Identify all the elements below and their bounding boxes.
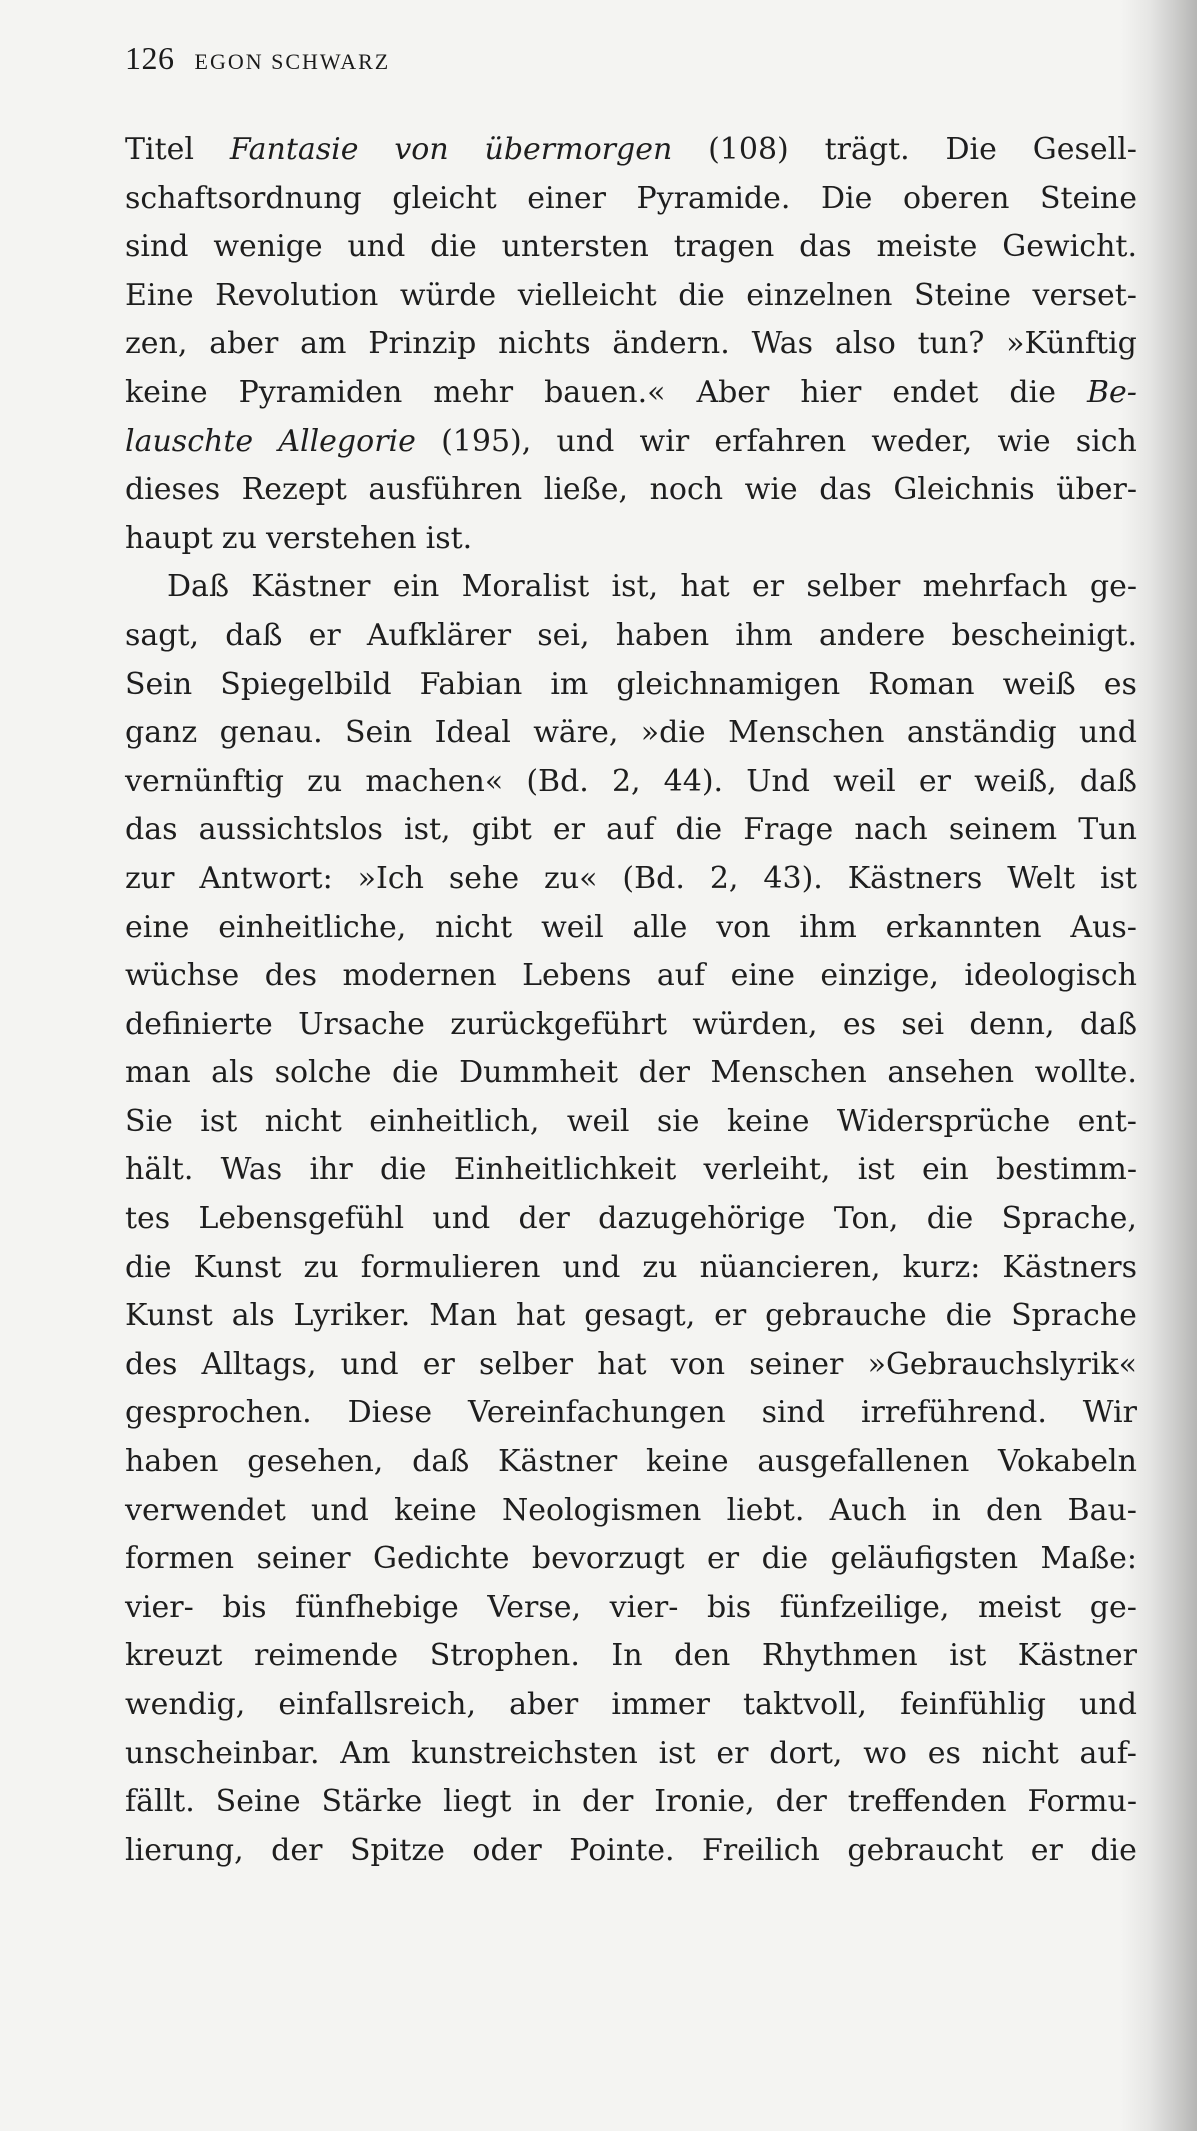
text-line: Sein Spiegelbild Fabian im gleichnamigen Roman weiß es: [125, 666, 1137, 702]
running-head-author: EGON SCHWARZ: [194, 49, 391, 74]
text-line: kreuzt reimende Strophen. In den Rhythmen ist Kästner: [125, 1638, 1137, 1674]
text-line: vernünftig zu machen« (Bd. 2, 44). Und weil er weiß, daß: [125, 763, 1137, 799]
text-line: verwendet und keine Neologismen liebt. Auch in den Bau-: [125, 1492, 1137, 1528]
text-line: Titel Fantasie von übermorgen (108) trägt. Die Gesell-: [125, 132, 1137, 167]
text-line: Eine Revolution würde vielleicht die einzelnen Steine verset-: [125, 277, 1137, 313]
text-line: wüchse des modernen Lebens auf eine einzige, ideologisch: [125, 958, 1137, 994]
text-line: wendig, einfallsreich, aber immer taktvoll, feinfühlig und: [125, 1687, 1137, 1722]
text-line: definierte Ursache zurückgeführt würden, es sei denn, daß: [125, 1006, 1137, 1042]
text-line: Daß Kästner ein Moralist ist, hat er selber mehrfach ge-: [167, 569, 1137, 605]
text-line: eine einheitliche, nicht weil alle von ihm erkannten Aus-: [125, 909, 1137, 945]
text-line: unscheinbar. Am kunstreichsten ist er dort, wo es nicht auf-: [125, 1735, 1137, 1771]
text-line: haben gesehen, daß Kästner keine ausgefallenen Vokabeln: [125, 1444, 1137, 1480]
text-line: schaftsordnung gleicht einer Pyramide. Die oberen Steine: [125, 180, 1137, 216]
text-line: gesprochen. Diese Vereinfachungen sind irreführend. Wir: [125, 1395, 1137, 1431]
text-line: die Kunst zu formulieren und zu nüancieren, kurz: Kästners: [125, 1249, 1137, 1285]
body-text: [125, 126, 1137, 1906]
text-line: tes Lebensgefühl und der dazugehörige Ton, die Sprache,: [125, 1201, 1137, 1237]
text-line: dieses Rezept ausführen ließe, noch wie das Gleichnis über-: [125, 472, 1137, 508]
text-line: lierung, der Spitze oder Pointe. Freilich gebraucht er die: [125, 1832, 1137, 1868]
text-line: lauschte Allegorie (195), und wir erfahren weder, wie sich: [125, 423, 1137, 459]
page-number: 126: [125, 40, 175, 76]
text-line: ganz genau. Sein Ideal wäre, »die Menschen anständig und: [125, 715, 1137, 751]
text-line: zen, aber am Prinzip nichts ändern. Was also tun? »Künftig: [125, 326, 1137, 362]
text-line: formen seiner Gedichte bevorzugt er die geläufigsten Maße:: [125, 1541, 1137, 1577]
text-line: hält. Was ihr die Einheitlichkeit verleiht, ist ein bestimm-: [125, 1152, 1137, 1188]
text-line: sagt, daß er Aufklärer sei, haben ihm andere bescheinigt.: [125, 617, 1137, 653]
running-head: [125, 40, 390, 88]
text-line: zur Antwort: »Ich sehe zu« (Bd. 2, 43). Kästners Welt ist: [125, 860, 1137, 896]
text-line: keine Pyramiden mehr bauen.« Aber hier endet die Be-: [125, 374, 1137, 410]
text-line: haupt zu verstehen ist.: [125, 520, 473, 556]
text-line: des Alltags, und er selber hat von seiner »Gebrauchslyrik«: [125, 1346, 1137, 1382]
text-line: sind wenige und die untersten tragen das meiste Gewicht.: [125, 229, 1137, 265]
text-line: fällt. Seine Stärke liegt in der Ironie, der treffenden Formu-: [125, 1784, 1137, 1820]
text-line: vier- bis fünfhebige Verse, vier- bis fünfzeilige, meist ge-: [125, 1589, 1137, 1625]
text-line: das aussichtslos ist, gibt er auf die Frage nach seinem Tun: [125, 812, 1137, 848]
text-line: Sie ist nicht einheitlich, weil sie keine Widersprüche ent-: [125, 1103, 1137, 1139]
text-line: Kunst als Lyriker. Man hat gesagt, er gebrauche die Sprache: [125, 1298, 1137, 1334]
text-line: man als solche die Dummheit der Menschen ansehen wollte.: [125, 1055, 1137, 1091]
